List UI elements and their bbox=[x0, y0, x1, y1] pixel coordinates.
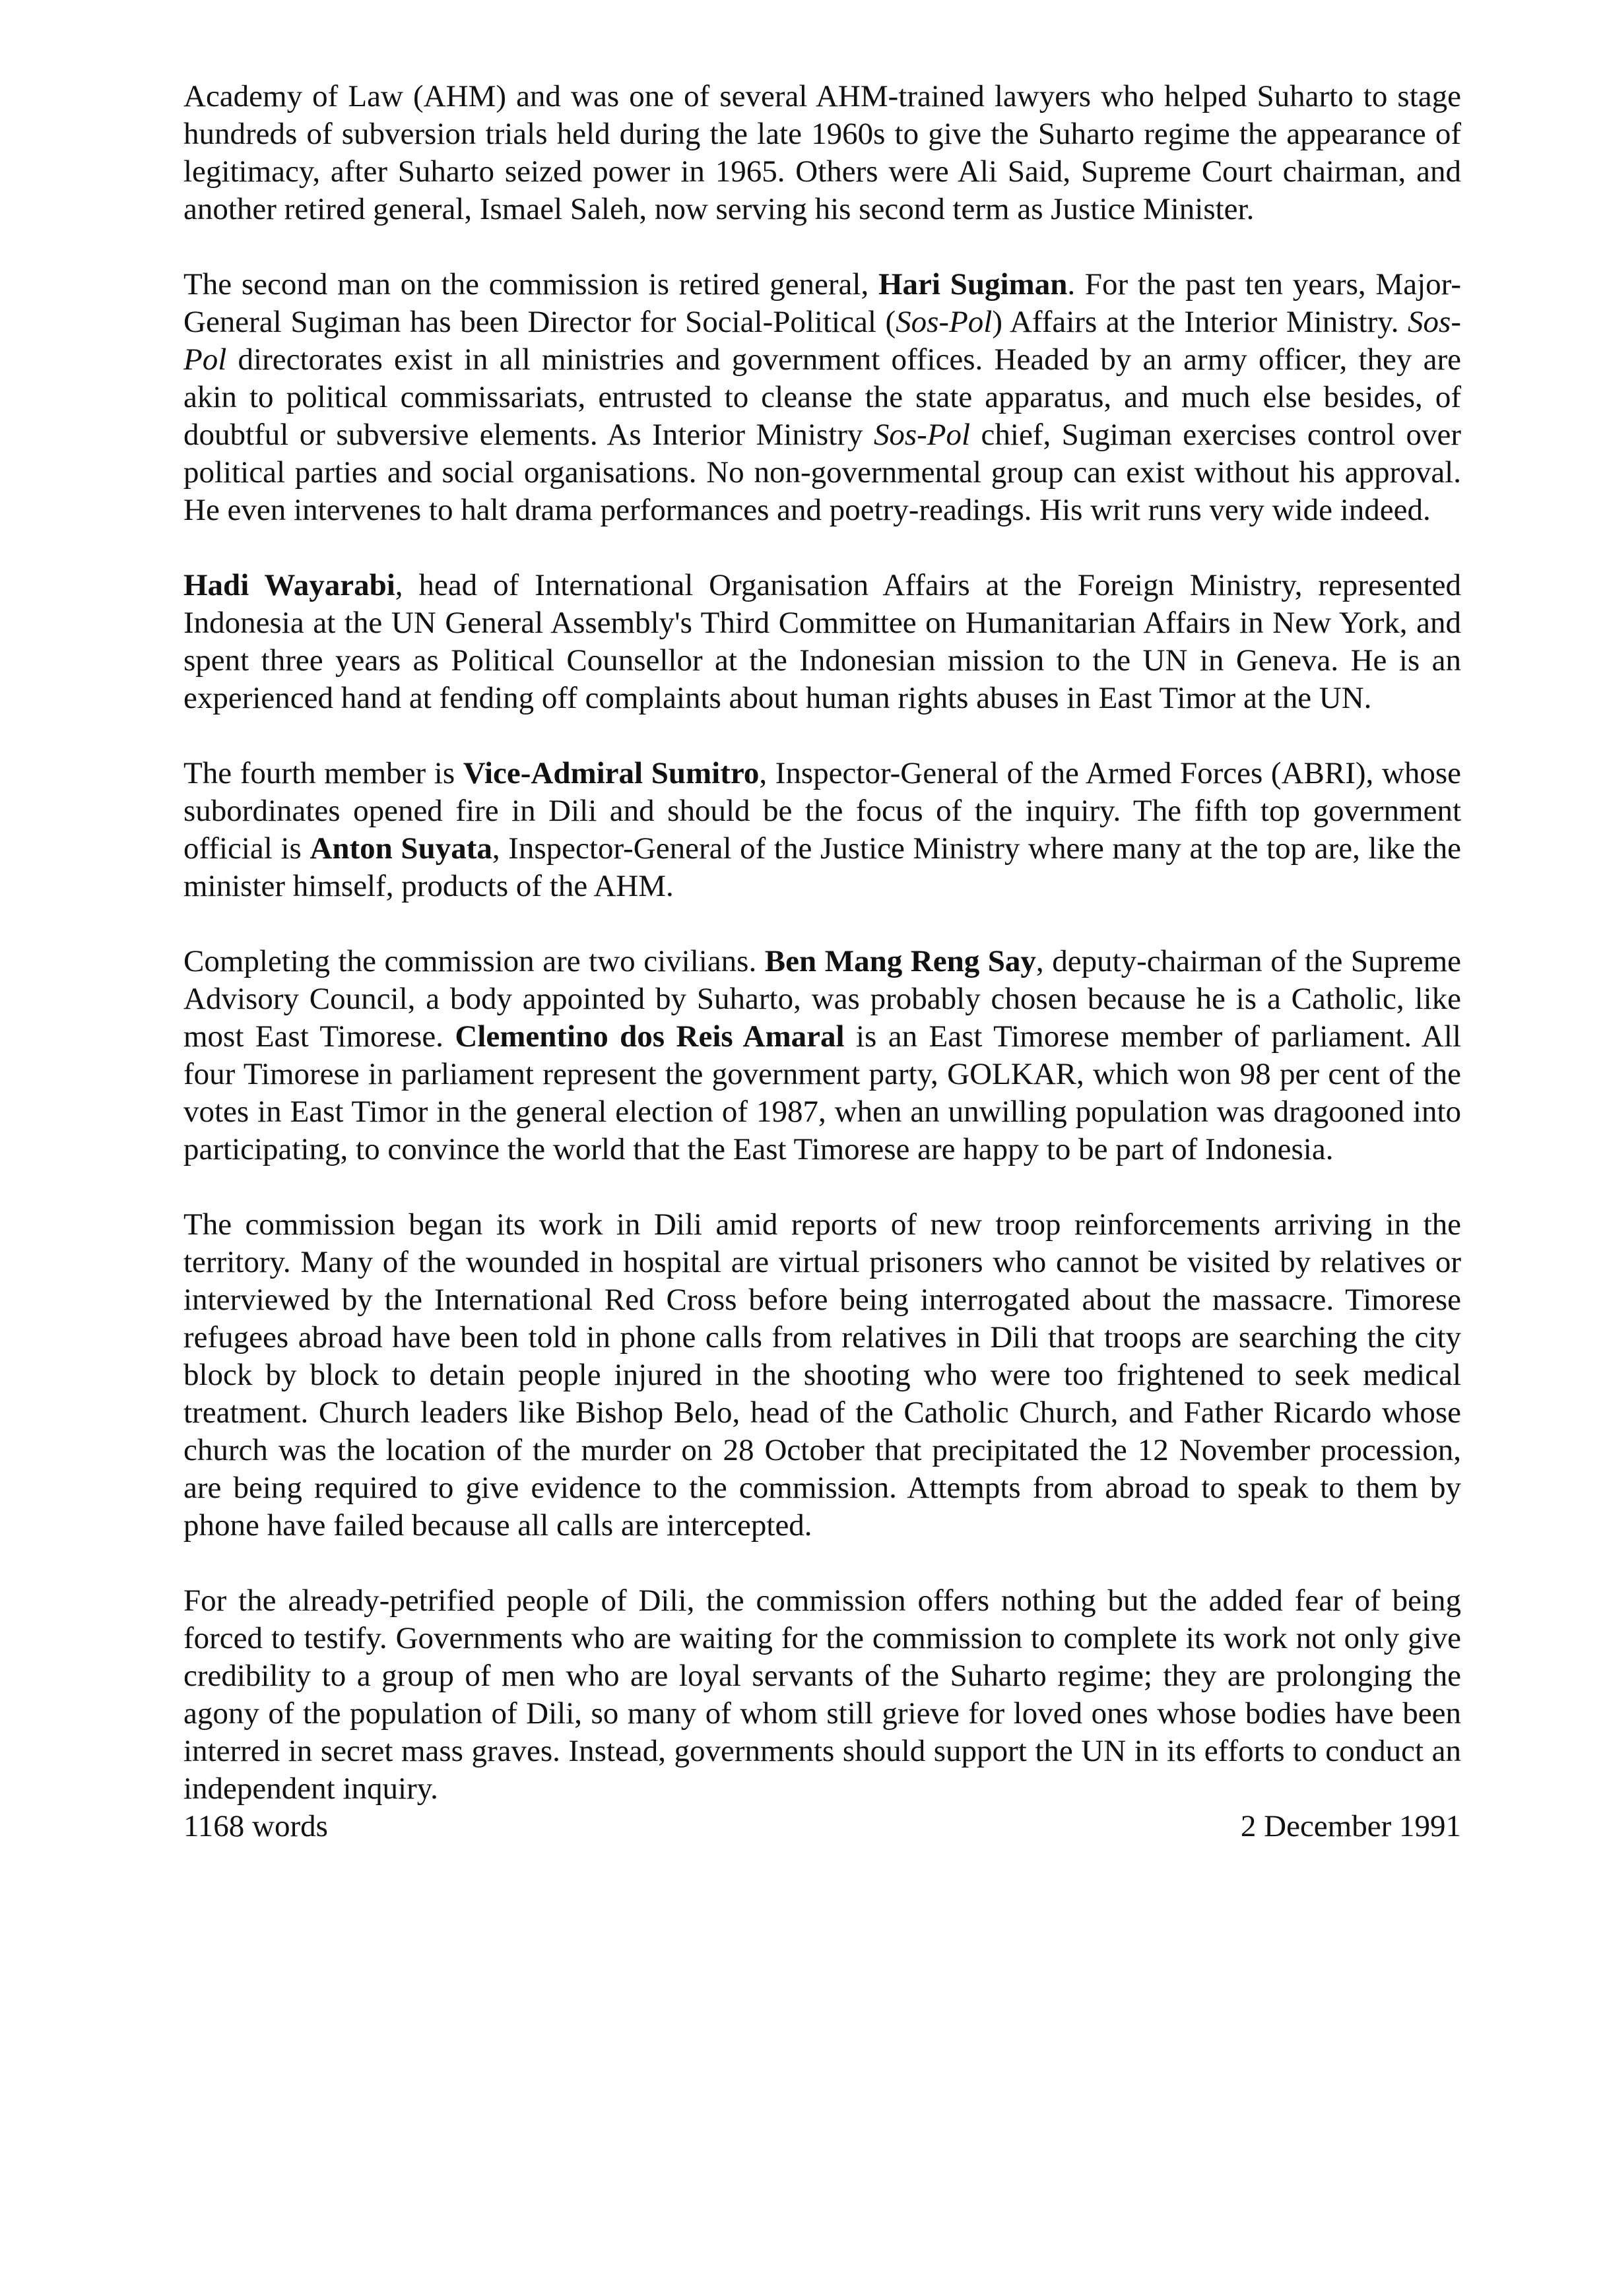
text-run: , Inspector-General of the Armed Forces (ABRI), whose subordinates opened fire in Dili and should be the focus of the inquiry. The fifth top government official is bbox=[183, 756, 1461, 866]
text-run: ) Affairs at the Interior Ministry. bbox=[992, 305, 1408, 339]
text-run: Academy of Law (AHM) and was one of several AHM-trained lawyers who helped Suharto to stage hundreds of subversion trials held during the late 1960s to give the Suharto regime the appearance of legitimacy, after Suharto seized power in 1965. Others were Ali Said, Supreme Court chairman, and another retired general, Ismael Saleh, now serving his second term as Justice Minister. bbox=[183, 79, 1461, 226]
text-run: The commission began its work in Dili amid reports of new troop reinforcements arriving in the territory. Many of the wounded in hospital are virtual prisoners who cannot be visited by relatives or interviewed by the International Red Cross before being interrogated about the massacre. Timorese refugees abroad have been told in phone calls from relatives in Dili that troops are searching the city block by block to detain people injured in the shooting who were too frightened to seek medical treatment. Church leaders like Bishop Belo, head of the Catholic Church, and Father Ricardo whose church was the location of the murder on 28 October that precipitated the 12 November procession, are being required to give evidence to the commission. Attempts from abroad to speak to them by phone have failed because all calls are intercepted. bbox=[183, 1207, 1461, 1543]
bold-name: Hari Sugiman bbox=[878, 267, 1068, 302]
text-run: The second man on the commission is retired general, bbox=[183, 267, 878, 302]
bold-name: Ben Mang Reng Say bbox=[764, 944, 1036, 978]
document-footer bbox=[183, 1808, 1461, 1845]
document-body bbox=[183, 78, 1461, 1808]
bold-name: Vice-Admiral Sumitro bbox=[463, 756, 760, 790]
bold-name: Hadi Wayarabi bbox=[183, 568, 395, 602]
document-date: 2 December 1991 bbox=[1240, 1809, 1461, 1843]
paragraph bbox=[183, 943, 1461, 1168]
text-run: chief, Sugiman exercises control over political parties and social organisations. No non-governmental group can exist without his approval. He even intervenes to halt drama performances and poetry-readings. His writ runs very wide indeed. bbox=[183, 418, 1461, 527]
word-count: 1168 words bbox=[183, 1809, 328, 1843]
italic-term: Sos-Pol bbox=[896, 305, 993, 339]
paragraph bbox=[183, 266, 1461, 529]
text-run: For the already-petrified people of Dili, the commission offers nothing but the added fear of being forced to testify. Governments who are waiting for the commission to complete its work not only give credibility to a group of men who are loyal servants of the Suharto regime; they are prolonging the agony of the population of Dili, so many of whom still grieve for loved ones whose bodies have been interred in secret mass graves. Instead, governments should support the UN in its efforts to conduct an independent inquiry. bbox=[183, 1583, 1461, 1806]
paragraph bbox=[183, 755, 1461, 905]
paragraph bbox=[183, 1206, 1461, 1545]
paragraph bbox=[183, 567, 1461, 717]
text-run: , head of International Organisation Affairs at the Foreign Ministry, represented Indonesia at the UN General Assembly's Third Committee on Humanitarian Affairs in New York, and spent three years as Political Counsellor at the Indonesian mission to the UN in Geneva. He is an experienced hand at fending off complaints about human rights abuses in East Timor at the UN. bbox=[183, 568, 1461, 715]
text-run: is an East Timorese member of parliament. All four Timorese in parliament represent the government party, GOLKAR, which won 98 per cent of the votes in East Timor in the general election of 1987, when an unwilling population was dragooned into participating, to convince the world that the East Timorese are happy to be part of Indonesia. bbox=[183, 1019, 1461, 1166]
text-run: , deputy-chairman of the Supreme Advisory Council, a body appointed by Suharto, was probably chosen because he is a Catholic, like most East Timorese. bbox=[183, 944, 1461, 1054]
paragraph bbox=[183, 78, 1461, 228]
italic-term: Sos-Pol bbox=[873, 418, 971, 452]
paragraph bbox=[183, 1582, 1461, 1808]
text-run: . For the past ten years, Major-General Sugiman has been Director for Social-Political ( bbox=[183, 267, 1461, 339]
text-run: Completing the commission are two civilians. bbox=[183, 944, 765, 978]
text-run: The fourth member is bbox=[183, 756, 463, 790]
italic-term: Sos-Pol bbox=[183, 305, 1461, 377]
document-page bbox=[183, 78, 1461, 1845]
bold-name: Anton Suyata bbox=[310, 831, 492, 866]
bold-name: Clementino dos Reis Amaral bbox=[455, 1019, 845, 1054]
text-run: , Inspector-General of the Justice Ministry where many at the top are, like the minister himself, products of the AHM. bbox=[183, 831, 1461, 903]
text-run: directorates exist in all ministries and government offices. Headed by an army officer, they are akin to political commissariats, entrusted to cleanse the state apparatus, and much else besides, of doubtful or subversive elements. As Interior Ministry bbox=[183, 342, 1461, 452]
